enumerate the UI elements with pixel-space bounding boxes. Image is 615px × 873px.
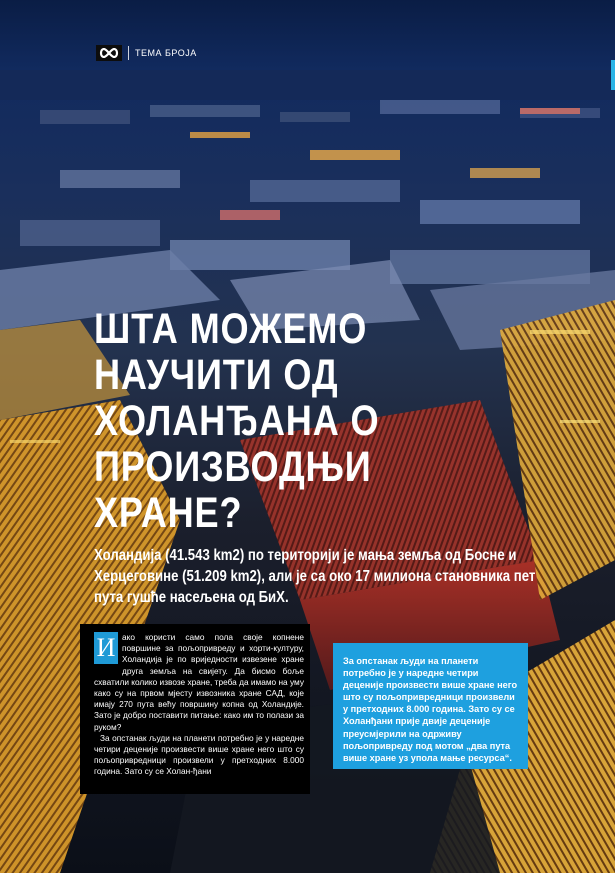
title-line: НАУЧИТИ ОД xyxy=(94,351,339,399)
edge-accent-bar xyxy=(611,60,615,90)
article-lead: Холандија (41.543 km2) по територији је мања земља од Босне и Херцеговине (51.209 km2), али је са око 17 милиона становника пет пута гушће насељена од БиХ. xyxy=(94,547,536,606)
title-line: ПРОИЗВОДЊИ xyxy=(94,443,372,491)
body-paragraph: ако користи само пола своје копнене површине за пољопривреду и хорти-културу, Холандија је по вриједности извезене хране друга земља на свијету. Да бисмо боље схватили колико извозе хране, треба да имамо на уму како су на првом мјесту извозника хране САД, које имају 270 пута већу површину копна од Холандије. Зато је добро поставити питање: како им то полази за руком? xyxy=(94,632,304,732)
article-title xyxy=(94,306,396,536)
header-divider xyxy=(128,46,129,60)
title-line: ШТА МОЖЕМО xyxy=(94,305,368,353)
section-header xyxy=(96,44,197,62)
pull-quote-box: За опстанак људи на планети потребно је у наредне четири деценије произвести више хране него што су пољопривредници произвели у претходних 8.000 година. Зато су се Холанђани прије двије деценије преусмјерили на одрживу пољопривреду под мотом „два пута више хране уз упола мање ресурса“. xyxy=(333,643,528,769)
title-line: ХОЛАНЂАНА О xyxy=(94,397,380,445)
drop-cap: И xyxy=(94,632,118,664)
body-paragraph: За опстанак људи на планети потребно је у наредне четири деценије произвести више хране него што су пољопривредници произвели у претходних 8.000 година. Зато су се Холан-ђани xyxy=(94,732,304,777)
title-line: ХРАНЕ? xyxy=(94,489,243,537)
infinity-icon xyxy=(96,45,122,61)
section-label: ТЕМА БРОЈА xyxy=(135,48,197,58)
article-body xyxy=(94,632,304,778)
